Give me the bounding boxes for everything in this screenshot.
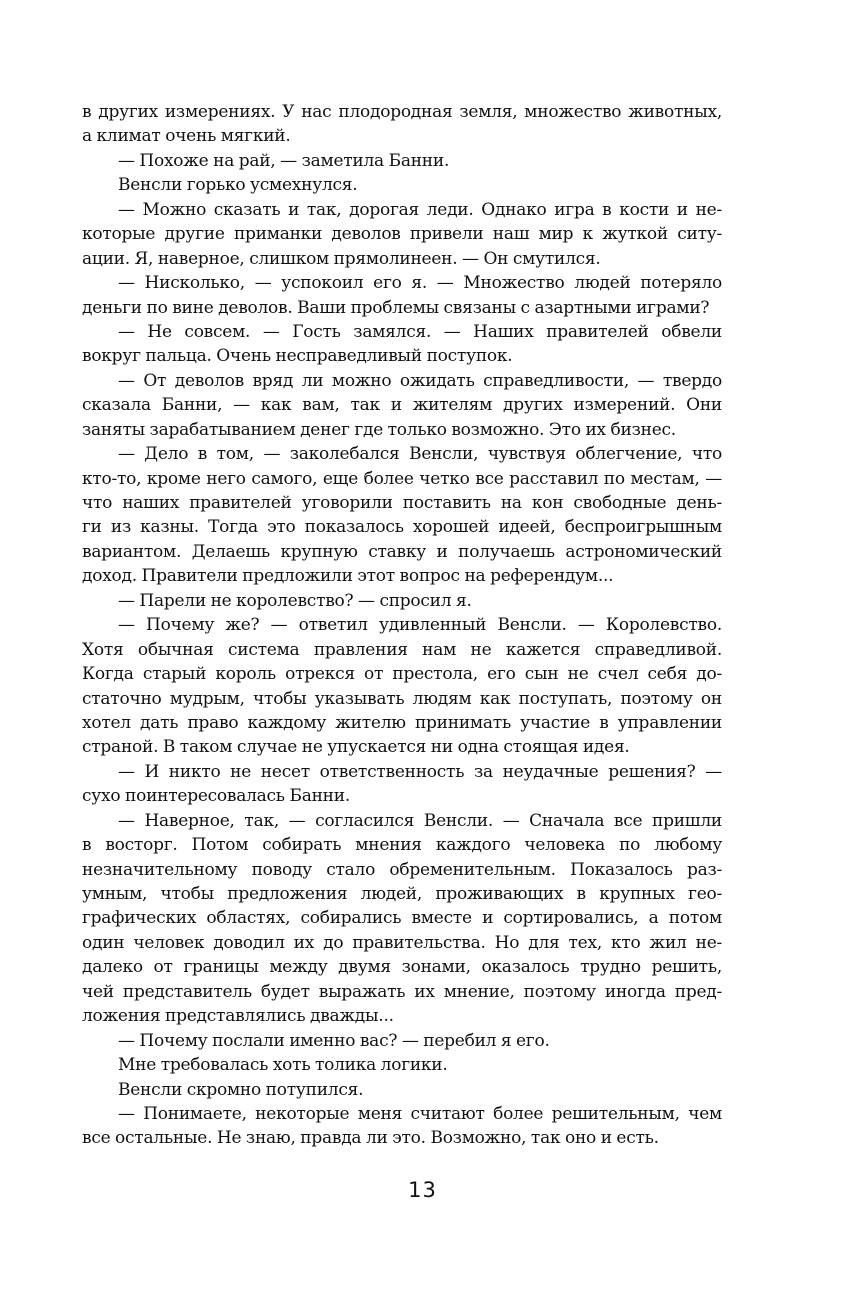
text-line: — Похоже на рай, — заметила Банни. [118,150,450,171]
text-line: — Парели не королевство? — спросил я. [118,590,472,611]
text-line: вариантом. Делаешь крупную ставку и получаешь астрономический [82,541,722,562]
text-line: страной. В таком случае не упускается ни одна стоящая идея. [82,737,630,758]
text-line: Венсли горько усмехнулся. [118,175,358,196]
text-line: графических областях, собирались вместе и сортировались, а потом [82,908,722,929]
text-line: сказала Банни, — как вам, так и жителям других измерений. Они [82,395,722,416]
body-text [82,100,722,1151]
text-line: Венсли скромно потупился. [118,1079,364,1100]
text-line: — Понимаете, некоторые меня считают более решительным, чем [118,1103,722,1124]
text-line: доход. Правители предложили этот вопрос на референдум... [82,566,614,587]
text-line: — Не совсем. — Гость замялся. — Наших правителей обвели [118,321,722,342]
text-line: — Почему же? — ответил удивленный Венсли. — Королевство. [118,615,722,636]
text-line: статочно мудрым, чтобы указывать людям как поступать, поэтому он [82,688,722,709]
text-line: — Нисколько, — успокоил его я. — Множество людей потеряло [118,273,722,294]
text-line: незначительному поводу стало обременительным. Показалось раз- [82,859,722,880]
text-line: все остальные. Не знаю, правда ли это. Возможно, так оно и есть. [82,1128,659,1149]
text-line: один человек доводил их до правительства. Но для тех, кто жил не- [82,932,722,953]
page-body [82,100,722,1151]
text-line: ложения представлялись дважды... [82,1006,394,1027]
text-line: Когда старый король отрекся от престола, его сын не счел себя до- [82,664,722,685]
text-line: — Наверное, так, — согласился Венсли. — Сначала все пришли [118,810,722,831]
text-line: чей представитель будет выражать их мнение, поэтому иногда пред- [82,981,722,1002]
text-line: которые другие приманки деволов привели наш мир к жуткой ситу- [82,224,722,245]
text-line: сухо поинтересовалась Банни. [82,786,350,807]
text-line: умным, чтобы предложения людей, проживающих в крупных гео- [82,884,722,904]
text-line: вокруг пальца. Очень несправедливый поступок. [82,346,513,367]
text-line: кто-то, кроме него самого, еще более четко все расставил по местам, — [82,468,722,489]
text-line: Хотя обычная система правления нам не кажется справедливой. [82,639,722,660]
text-line: деньги по вине деволов. Ваши проблемы связаны с азартными играми? [82,297,710,318]
text-line: Мне требовалась хоть толика логики. [118,1055,448,1076]
text-line: — Можно сказать и так, дорогая леди. Однако игра в кости и не- [118,199,722,220]
text-line: — Дело в том, — заколебался Венсли, чувствуя облегчение, что [118,444,722,465]
text-line: — И никто не несет ответственность за неудачные решения? — [118,761,722,782]
page-number: 13 [408,1178,437,1202]
text-line: ги из казны. Тогда это показалось хорошей идеей, беспроигрышным [82,517,722,538]
text-line: в других измерениях. У нас плодородная земля, множество животных, [82,102,722,122]
text-line: заняты зарабатыванием денег где только возможно. Это их бизнес. [82,419,676,440]
text-line: в восторг. Потом собирать мнения каждого человека по любому [82,835,722,856]
text-line: ации. Я, наверное, слишком прямолинеен. — Он смутился. [82,248,601,269]
text-line: хотел дать право каждому жителю принимать участие в управлении [82,712,722,733]
text-line: что наших правителей уговорили поставить на кон свободные день- [82,493,722,513]
text-line: — От деволов вряд ли можно ожидать справедливости, — твердо [118,370,722,391]
text-line: далеко от границы между двумя зонами, оказалось трудно решить, [82,957,722,978]
text-line: а климат очень мягкий. [82,126,291,147]
text-line: — Почему послали именно вас? — перебил я его. [118,1030,550,1051]
